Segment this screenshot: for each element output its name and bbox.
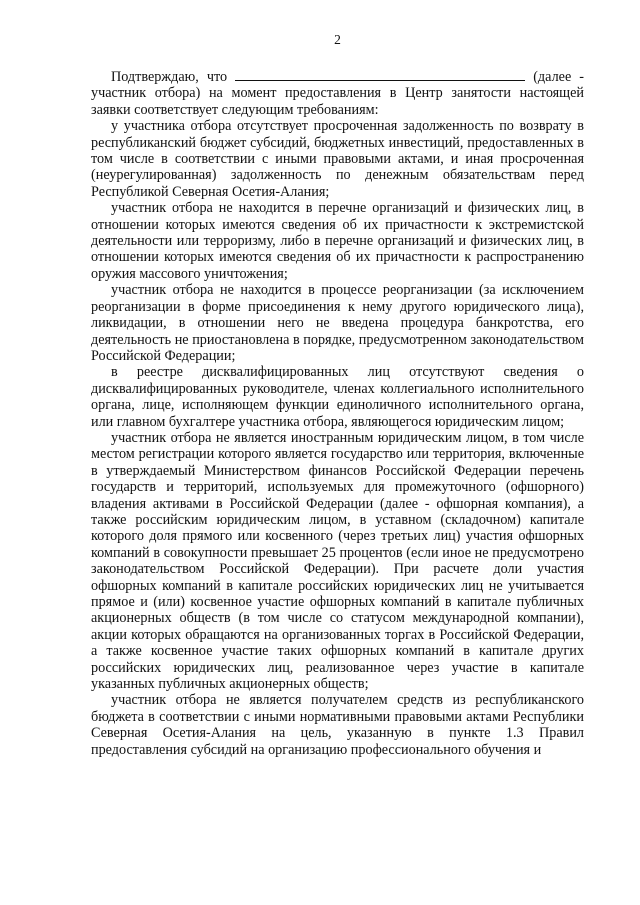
page-number: 2 xyxy=(334,32,341,47)
requirement-paragraph: в реестре дисквалифицированных лиц отсутствуют сведения о дисквалифицированных руководителе, членах коллегиального исполнительного органа, лице, исполняющем функции единоличного исполнительного органа, или главном бухгалтере участника отбора, являющегося юридическим лицом; xyxy=(91,364,584,430)
requirement-paragraph: участник отбора не является иностранным юридическим лицом, в том числе местом регистрации которого является государство или территория, включенные в утверждаемый Министерством финансов Российской Федерации перечень государств и территорий, используемых для промежуточного (офшорного) владения активами в Российской Федерации (далее - офшорная компания), а также российским юридическим лицом, в уставном (складочном) капитале которого доля прямого или косвенного (через третьих лиц) участия офшорных компаний в совокупности превышает 25 процентов (если иное не предусмотрено законодательством Российской Федерации). При расчете доли участия офшорных компаний в капитале российских юридических лиц не учитывается прямое и (или) косвенное участие офшорных компаний в капитале публичных акционерных обществ (в том числе со статусом международной компании), акции которых обращаются на организованных торгах в Российской Федерации, а также косвенное участие таких офшорных компаний в капитале других российских юридических лиц, реализованное через участие в капитале указанных публичных акционерных обществ; xyxy=(91,429,584,693)
intro-tail-text: (далее - участник отбора) на момент предоставления в Центр занятости настоящей заявки соответствует следующим требованиям: xyxy=(91,69,585,118)
intro-paragraph xyxy=(91,68,584,118)
document-body xyxy=(91,68,584,758)
requirement-paragraph: участник отбора не находится в процессе реорганизации (за исключением реорганизации в форме присоединения к нему другого юридического лица), ликвидации, в отношении него не введена процедура банкротства, его деятельность не приостановлена в порядке, предусмотренном законодательством Российской Федерации; xyxy=(91,282,584,364)
requirement-paragraph: участник отбора не находится в перечне организаций и физических лиц, в отношении которых имеются сведения об их причастности к экстремистской деятельности или терроризму, либо в перечне организаций и физических лиц, в отношении которых имеются сведения об их причастности к распространению оружия массового уничтожения; xyxy=(91,200,584,282)
participant-name-blank xyxy=(235,68,525,81)
requirement-paragraph: у участника отбора отсутствует просроченная задолженность по возврату в республиканский бюджет субсидий, бюджетных инвестиций, предоставленных в том числе в соответствии с иными правовыми актами, и иная просроченная (неурегулированная) задолженность по денежным обязательствам перед Республикой Северная Осетия-Алания; xyxy=(91,118,584,200)
requirement-paragraph: участник отбора не является получателем средств из республиканского бюджета в соответствии с иными нормативными правовыми актами Республики Северная Осетия-Алания на цель, указанную в пункте 1.3 Правил предоставления субсидий на организацию профессионального обучения и xyxy=(91,692,584,758)
intro-lead-text: Подтверждаю, что xyxy=(111,69,228,85)
